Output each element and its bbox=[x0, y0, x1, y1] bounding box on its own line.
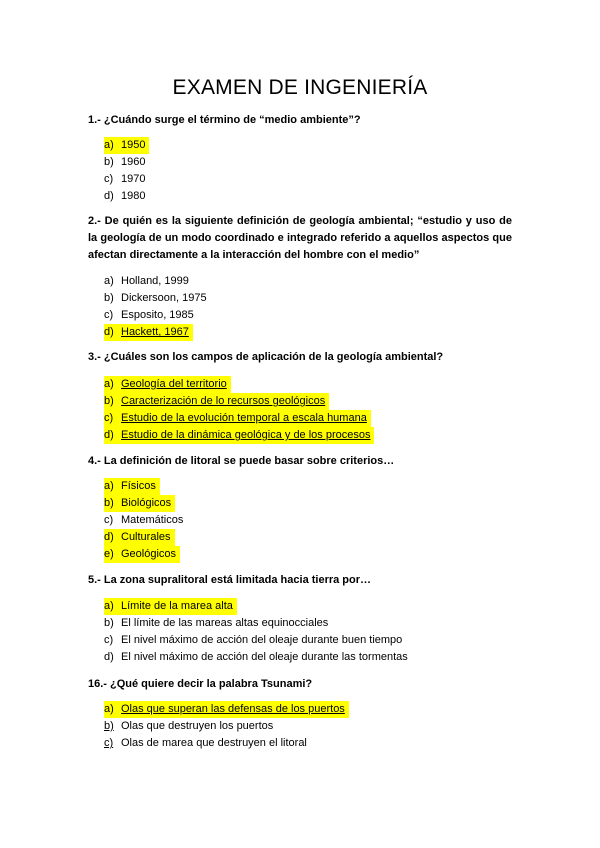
option-text: Matemáticos bbox=[121, 514, 184, 526]
question-16-options bbox=[104, 701, 349, 752]
option-text: Caracterización de lo recursos geológicos bbox=[121, 395, 326, 407]
option bbox=[104, 632, 408, 649]
option bbox=[104, 478, 160, 495]
option-letter: a) bbox=[104, 139, 114, 151]
option-letter: a) bbox=[104, 600, 114, 612]
option bbox=[104, 649, 408, 666]
option-text: Estudio de la evolución temporal a escala humana bbox=[121, 412, 367, 424]
option-text: Geología del territorio bbox=[121, 378, 227, 390]
page-title: EXAMEN DE INGENIERÍA bbox=[172, 76, 428, 99]
option bbox=[104, 598, 237, 615]
option bbox=[104, 171, 149, 188]
question-1: 1.- ¿Cuándo surge el término de “medio ambiente”? bbox=[88, 114, 361, 126]
option-text: Físicos bbox=[121, 480, 156, 492]
option-letter: c) bbox=[104, 173, 114, 185]
option-text: Límite de la marea alta bbox=[121, 600, 233, 612]
question-16: 16.- ¿Qué quiere decir la palabra Tsunami? bbox=[88, 678, 313, 690]
question-2: 2.- De quién es la siguiente definición de geología ambiental; “estudio y uso de la geología de un modo coordinado e integrado referido a aquellos aspectos que afectan directamente a la interacción del hombre con el medio” bbox=[88, 215, 512, 261]
option bbox=[104, 427, 374, 444]
option-letter: b) bbox=[104, 156, 114, 168]
option bbox=[104, 546, 180, 563]
option-letter: b) bbox=[104, 292, 114, 304]
option-letter: d) bbox=[104, 651, 114, 663]
option-letter: b) bbox=[104, 395, 114, 407]
option-text: Olas que superan las defensas de los puertos bbox=[121, 703, 345, 715]
option-letter: c) bbox=[104, 514, 114, 526]
option bbox=[104, 273, 207, 290]
question-5-options bbox=[104, 598, 408, 666]
option bbox=[104, 735, 349, 752]
option-text: El nivel máximo de acción del oleaje durante buen tiempo bbox=[121, 634, 403, 646]
option-text: El nivel máximo de acción del oleaje durante las tormentas bbox=[121, 651, 408, 663]
option-letter: e) bbox=[104, 548, 114, 560]
option-text: Biológicos bbox=[121, 497, 172, 509]
option bbox=[104, 154, 149, 171]
option-letter: d) bbox=[104, 429, 114, 441]
question-3-options bbox=[104, 376, 374, 444]
option-letter: c) bbox=[104, 634, 114, 646]
option bbox=[104, 376, 231, 393]
option-letter: c) bbox=[104, 412, 114, 424]
option-text: Olas que destruyen los puertos bbox=[121, 720, 274, 732]
option-text: Estudio de la dinámica geológica y de los procesos bbox=[121, 429, 371, 441]
option-letter: a) bbox=[104, 275, 114, 287]
option-text: Geológicos bbox=[121, 548, 177, 560]
question-1-options bbox=[104, 137, 149, 205]
option-letter: b) bbox=[104, 497, 114, 509]
option-letter: a) bbox=[104, 480, 114, 492]
option-text: 1950 bbox=[121, 139, 146, 151]
option bbox=[104, 324, 193, 341]
option-letter: b) bbox=[104, 617, 114, 629]
option bbox=[104, 495, 175, 512]
option bbox=[104, 512, 183, 529]
option-text: 1980 bbox=[121, 190, 146, 202]
option bbox=[104, 393, 329, 410]
question-3: 3.- ¿Cuáles son los campos de aplicación de la geología ambiental? bbox=[88, 351, 444, 363]
question-5: 5.- La zona supralitoral está limitada hacia tierra por… bbox=[88, 574, 372, 586]
option-text: Hackett, 1967 bbox=[121, 326, 189, 338]
option-text: Culturales bbox=[121, 531, 171, 543]
option-text: 1970 bbox=[121, 173, 146, 185]
option-letter: b) bbox=[104, 720, 114, 732]
option-text: Esposito, 1985 bbox=[121, 309, 194, 321]
option bbox=[104, 615, 408, 632]
option-letter: d) bbox=[104, 190, 114, 202]
option-letter: d) bbox=[104, 531, 114, 543]
option-text: Dickersoon, 1975 bbox=[121, 292, 207, 304]
option-text: Olas de marea que destruyen el litoral bbox=[121, 737, 307, 749]
question-4: 4.- La definición de litoral se puede basar sobre criterios… bbox=[88, 455, 395, 467]
option bbox=[104, 529, 175, 546]
option-letter: a) bbox=[104, 703, 114, 715]
option bbox=[104, 188, 149, 205]
option bbox=[104, 701, 349, 718]
option-letter: c) bbox=[104, 737, 114, 749]
option bbox=[104, 137, 149, 154]
option bbox=[104, 718, 349, 735]
question-2-options bbox=[104, 273, 207, 341]
question-4-options bbox=[104, 478, 183, 563]
option-text: 1960 bbox=[121, 156, 146, 168]
option bbox=[104, 307, 207, 324]
option-text: El límite de las mareas altas equinocciales bbox=[121, 617, 329, 629]
option-letter: a) bbox=[104, 378, 114, 390]
option bbox=[104, 410, 371, 427]
option-text: Holland, 1999 bbox=[121, 275, 189, 287]
option-letter: c) bbox=[104, 309, 114, 321]
option-letter: d) bbox=[104, 326, 114, 338]
option bbox=[104, 290, 207, 307]
